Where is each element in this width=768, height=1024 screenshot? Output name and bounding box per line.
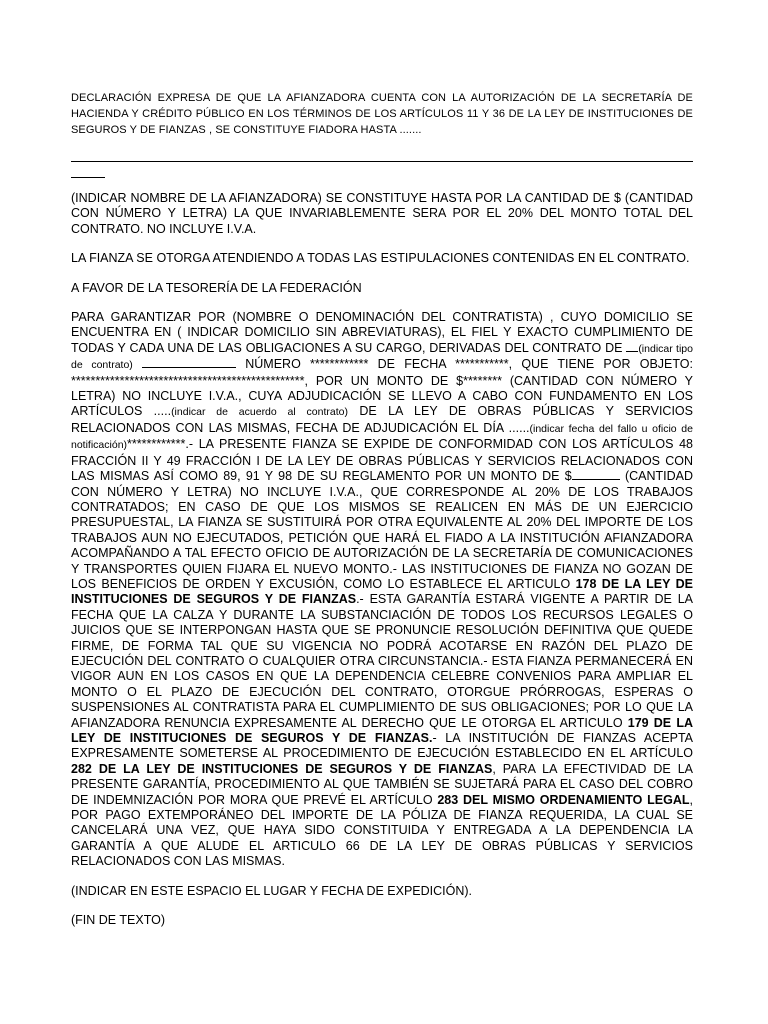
bold-article-179: 179 DE LA LEY DE INSTITUCIONES DE SEGUROS Y DE FIANZAS. bbox=[71, 715, 693, 745]
text-segment: ************.- LA PRESENTE FIANZA SE EXPIDE DE CONFORMIDAD CON LOS ARTÍCULOS 48 FRACCIÓN II Y 49 FRACCIÓN I DE LA LEY DE OBRAS PÚBLICAS Y SERVICIOS RELACIONADOS CON LAS MISMAS ASÍ COMO 89, 91 Y 98 DE SU REGLAMENTO POR UN MONTO DE $ bbox=[71, 437, 693, 484]
paragraph-beneficiary: A FAVOR DE LA TESORERÍA DE LA FEDERACIÓN bbox=[71, 280, 362, 295]
bold-article-283: 283 DEL MISMO ORDENAMIENTO LEGAL bbox=[437, 792, 690, 807]
text-segment: NÚMERO ************ DE FECHA ***********, QUE TIENE POR OBJETO: ************************************************, POR UN MONTO DE $******** (CANTIDAD CON NÚMERO Y LETRA) NO INCLUYE I.V.A., CUYA ADJUDICACIÓN SE LLEVO A CABO CON FUNDAMENTO EN LOS ARTÍCULOS ..... bbox=[71, 357, 693, 419]
paragraph-place-date: (INDICAR EN ESTE ESPACIO EL LUGAR Y FECHA DE EXPEDICIÓN). bbox=[71, 883, 473, 898]
instruction-award-date: (indicar fecha del fallo u oficio de notificación) bbox=[71, 422, 693, 452]
signature-rule-continuation bbox=[71, 177, 105, 178]
blank-line bbox=[142, 357, 236, 368]
paragraph-afianzadora-amount: (INDICAR NOMBRE DE LA AFIANZADORA) SE CONSTITUYE HASTA POR LA CANTIDAD DE $ (CANTIDAD CON NÚMERO Y LETRA) LA QUE INVARIABLEMENTE SERA POR EL 20% DEL MONTO TOTAL DEL CONTRATO. NO INCLUYE I.V.A. bbox=[71, 191, 693, 236]
text-segment: .- ESTA GARANTÍA ESTARÁ VIGENTE A PARTIR DE LA FECHA QUE LA CALZA Y DURANTE LA SUBSTANCIACIÓN DE TODOS LOS RECURSOS LEGALES O JUICIOS QUE SE INTERPONGAN HASTA QUE SE PRONUNCIE RESOLUCIÓN DEFINITIVA QUE QUEDE FIRME, DE FORMA TAL QUE SU VIGENCIA NO PODRÁ ACOTARSE EN RAZÓN DEL PLAZO DE EJECUCIÓN DEL CONTRATO O CUALQUIER OTRA CIRCUNSTANCIA.- ESTA FIANZA PERMANECERÁ EN VIGOR AUN EN LOS CASOS EN QUE LA DEPENDENCIA CELEBRE CONVENIOS PARA AMPLIAR EL MONTO O EL PLAZO DE EJECUCIÓN DEL CONTRATO, OTORGUE PRÓRROGAS, ESPERAS O SUSPENSIONES AL CONTRATISTA PARA EL CUMPLIMIENTO DE SUS OBLIGACIONES; POR LO QUE LA AFIANZADORA RENUNCIA EXPRESAMENTE AL DERECHO QUE LE OTORGA EL ARTICULO bbox=[71, 592, 693, 730]
signature-rule bbox=[71, 161, 693, 162]
bold-article-178: 178 DE LA LEY DE INSTITUCIONES DE SEGUROS Y DE FIANZAS bbox=[71, 576, 693, 607]
bold-article-282: 282 DE LA LEY DE INSTITUCIONES DE SEGUROS Y DE FIANZAS bbox=[71, 761, 493, 776]
text-segment: PARA GARANTIZAR POR (NOMBRE O DENOMINACIÓN DEL CONTRATISTA) , CUYO DOMICILIO SE ENCUENTRA EN ( INDICAR DOMICILIO SIN ABREVIATURAS), EL FIEL Y EXACTO CUMPLIMIENTO DE TODAS Y CADA UNA DE LAS OBLIGACIONES A SU CARGO, DERIVADAS DEL CONTRATO DE bbox=[71, 310, 693, 355]
paragraph-guarantee-terms bbox=[71, 310, 693, 870]
paragraph-stipulations: LA FIANZA SE OTORGA ATENDIENDO A TODAS LAS ESTIPULACIONES CONTENIDAS EN EL CONTRATO. bbox=[71, 251, 690, 266]
declaration-heading: DECLARACIÓN EXPRESA DE QUE LA AFIANZADORA CUENTA CON LA AUTORIZACIÓN DE LA SECRETARÍA DE HACIENDA Y CRÉDITO PÚBLICO EN LOS TÉRMINOS DE LOS ARTÍCULOS 11 Y 36 DE LA LEY DE INSTITUCIONES DE SEGUROS Y DE FIANZAS , SE CONSTITUYE FIADORA HASTA ....... bbox=[71, 92, 693, 136]
text-segment: , POR PAGO EXTEMPORÁNEO DEL IMPORTE DE LA PÓLIZA DE FIANZA REQUERIDA, LA CUAL SE CANCELARÁ UNA VEZ, QUE HAYA SIDO CONSTITUIDA Y ENTREGADA A LA DEPENDENCIA LA GARANTÍA A QUE ALUDE EL ARTICULO 66 DE LA LEY DE OBRAS PÚBLICAS Y SERVICIOS RELACIONADOS CON LAS MISMAS. bbox=[71, 792, 693, 869]
blank-line bbox=[626, 341, 638, 352]
text-segment: (CANTIDAD CON NÚMERO Y LETRA) NO INCLUYE I.V.A., QUE CORRESPONDE AL 20% DE LOS TRABAJOS CONTRATADOS; EN CASO DE QUE LOS MISMOS SE REALICEN EN MÁS DE UN EJERCICIO PRESUPUESTAL, LA FIANZA SE SUSTITUIRÁ POR OTRA EQUIVALENTE AL 20% DEL IMPORTE DE LOS TRABAJOS AUN NO EJECUTADOS, PETICIÓN QUE HARÁ EL FIADO A LA INSTITUCIÓN AFIANZADORA ACOMPAÑANDO A TAL EFECTO OFICIO DE AUTORIZACIÓN DE LA SECRETARÍA DE COMUNICACIONES Y TRANSPORTES QUIEN FIJARA EL NUEVO MONTO.- LAS INSTITUCIONES DE FIANZA NO GOZAN DE LOS BENEFICIOS DE ORDEN Y EXCUSIÓN, COMO LO ESTABLECE EL ARTICULO bbox=[71, 469, 693, 591]
paragraph-end-of-text: (FIN DE TEXTO) bbox=[71, 913, 165, 928]
text-segment: , PARA LA EFECTIVIDAD DE LA PRESENTE GARANTÍA, PROCEDIMIENTO AL QUE TAMBIÉN SE SUJETARÁ PARA EL CASO DEL COBRO DE INDEMNIZACIÓN POR MORA QUE PREVÉ EL ARTÍCULO bbox=[71, 761, 693, 807]
blank-line bbox=[572, 469, 620, 480]
text-segment: - LA INSTITUCIÓN DE FIANZAS ACEPTA EXPRESAMENTE SOMETERSE AL PROCEDIMIENTO DE EJECUCIÓN ESTABLECIDO EN EL ARTÍCULO bbox=[71, 731, 693, 761]
text-segment: DE LA LEY DE OBRAS PÚBLICAS Y SERVICIOS RELACIONADOS CON LAS MISMAS, FECHA DE ADJUDICACIÓN EL DÍA ...... bbox=[71, 404, 693, 435]
document-body bbox=[71, 191, 693, 942]
instruction-articles: (indicar de acuerdo al contrato) bbox=[171, 406, 348, 419]
instruction-contract-type: (indicar tipo de contrato) bbox=[71, 342, 693, 372]
